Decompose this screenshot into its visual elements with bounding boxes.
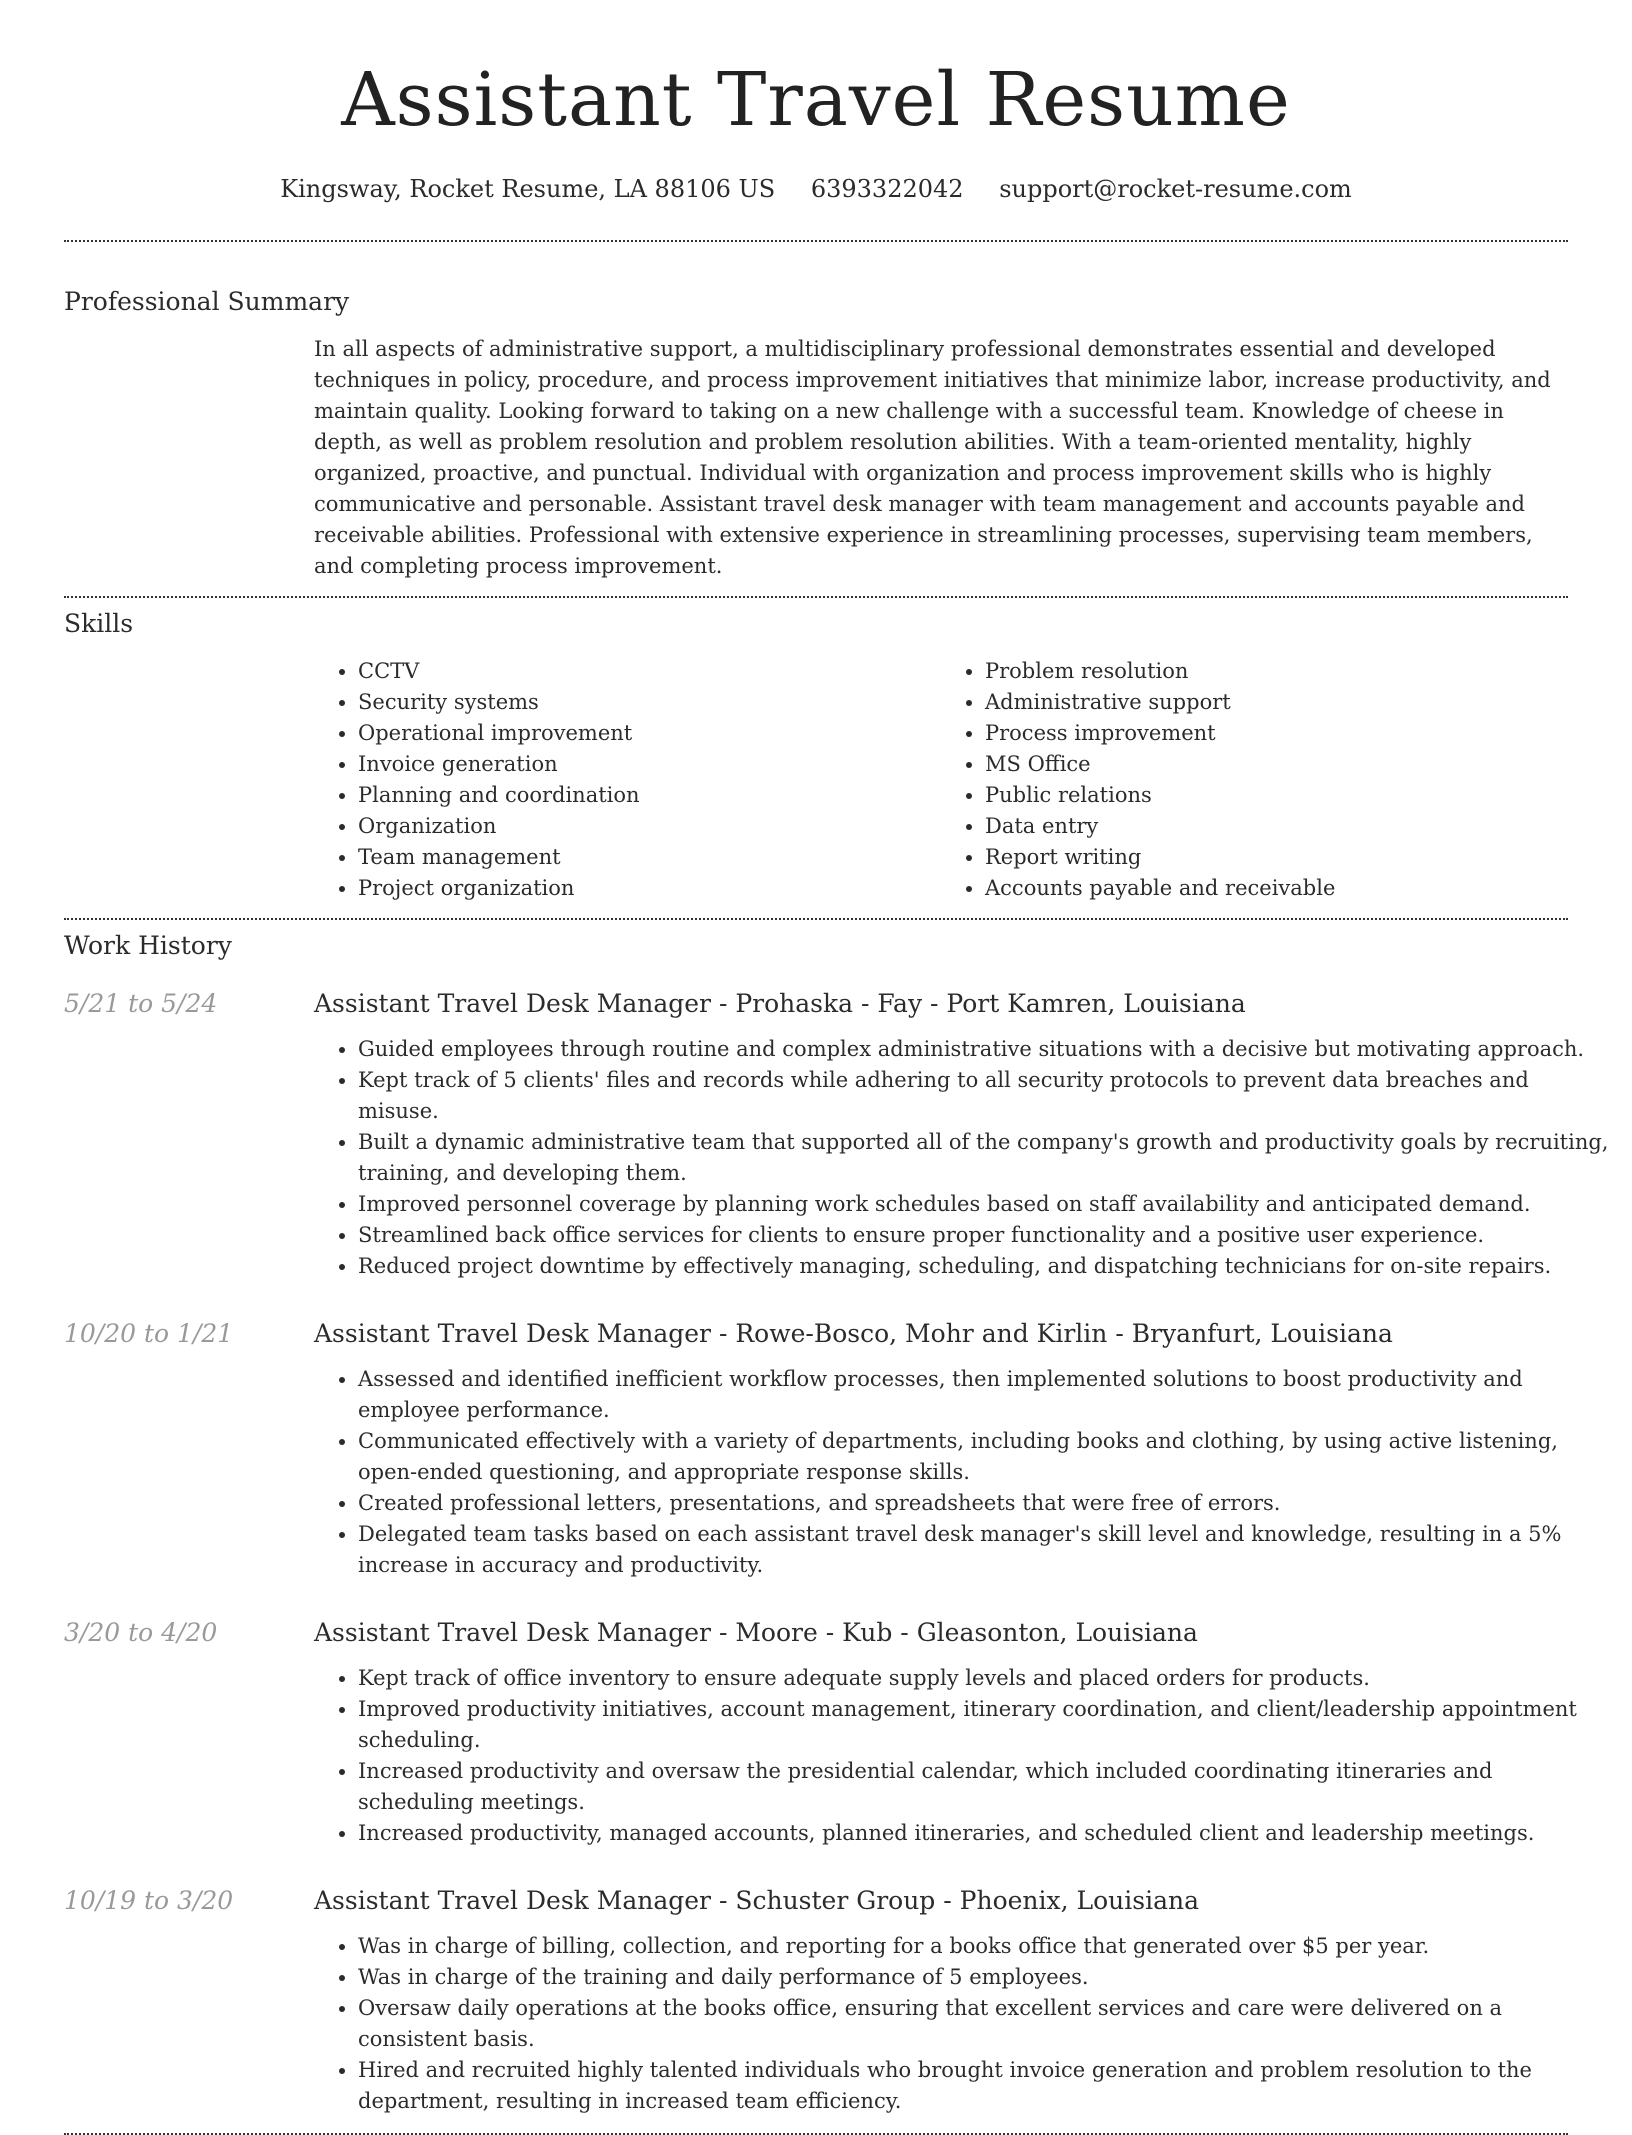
- summary-heading: Professional Summary: [64, 287, 350, 316]
- job-bullet: • Streamlined back office services for clients to ensure proper functionality and a positive user experience.: [358, 1220, 1612, 1251]
- contact-address: Kingsway, Rocket Resume, LA 88106 US: [280, 175, 776, 203]
- job-entry: [64, 1885, 1568, 2117]
- job-header: [64, 1318, 1568, 1350]
- job-bullet: • Kept track of office inventory to ensure adequate supply levels and placed orders for products.: [358, 1663, 1612, 1694]
- skill-item: • Operational improvement: [358, 718, 941, 749]
- skill-item: • Project organization: [358, 873, 941, 904]
- skill-item: • MS Office: [985, 749, 1568, 780]
- skills-heading: Skills: [64, 609, 134, 638]
- summary-text: In all aspects of administrative support, a multidisciplinary professional demonstrates essential and developed techniques in policy, procedure, and process improvement initiatives that minimize labor, increase productivity, and maintain quality. Looking forward to taking on a new challenge with a successful team. Knowledge of cheese in depth, as well as problem resolution and problem resolution abilities. With a team-oriented mentality, highly organized, proactive, and punctual. Individual with organization and process improvement skills who is highly communicative and personable. Assistant travel desk manager with team management and accounts payable and receivable abilities. Professional with extensive experience in streamlining processes, supervising team members, and completing process improvement.: [314, 337, 1551, 578]
- skill-item: • Security systems: [358, 687, 941, 718]
- job-bullet: • Improved personnel coverage by planning work schedules based on staff availability and anticipated demand.: [358, 1189, 1612, 1220]
- job-bullet-list: [314, 1364, 1612, 1581]
- job-title: Assistant Travel Desk Manager - Rowe-Bosco, Mohr and Kirlin - Bryanfurt, Louisiana: [314, 1319, 1393, 1348]
- job-entry: [64, 1617, 1577, 1849]
- divider: [64, 240, 1568, 242]
- skill-item: • Data entry: [985, 811, 1568, 842]
- job-title: Assistant Travel Desk Manager - Prohaska - Fay - Port Kamren, Louisiana: [314, 989, 1246, 1018]
- work-history-list: [64, 988, 1609, 2117]
- divider: [64, 918, 1568, 920]
- skills-list: [314, 656, 1568, 904]
- contact-line: [64, 174, 1568, 204]
- job-bullet: • Increased productivity and oversaw the presidential calendar, which included coordinating itineraries and scheduling meetings.: [358, 1756, 1612, 1818]
- skills-column-right: [941, 656, 1568, 904]
- job-bullet: • Assessed and identified inefficient workflow processes, then implemented solutions to boost productivity and employee performance.: [358, 1364, 1612, 1426]
- skill-item: • Report writing: [985, 842, 1568, 873]
- job-entry: [64, 1318, 1568, 1581]
- skill-item: • Organization: [358, 811, 941, 842]
- skill-item: • Problem resolution: [985, 656, 1568, 687]
- job-title: Assistant Travel Desk Manager - Moore - Kub - Gleasonton, Louisiana: [314, 1618, 1198, 1647]
- skill-item: • Invoice generation: [358, 749, 941, 780]
- skill-item: • Planning and coordination: [358, 780, 941, 811]
- skills-column-left: [314, 656, 941, 904]
- job-bullet: • Increased productivity, managed accounts, planned itineraries, and scheduled client and leadership meetings.: [358, 1818, 1612, 1849]
- job-bullet: • Created professional letters, presentations, and spreadsheets that were free of errors.: [358, 1488, 1612, 1519]
- job-bullet: • Kept track of 5 clients' files and records while adhering to all security protocols to prevent data breaches and misuse.: [358, 1065, 1612, 1127]
- job-header: [64, 988, 1568, 1020]
- skill-item: • Process improvement: [985, 718, 1568, 749]
- job-bullet: • Hired and recruited highly talented individuals who brought invoice generation and problem resolution to the department, resulting in increased team efficiency.: [358, 2055, 1612, 2117]
- job-bullet-list: [314, 1663, 1612, 1849]
- job-dates: 10/20 to 1/21: [64, 1319, 234, 1348]
- divider: [64, 596, 1568, 598]
- job-bullet: • Delegated team tasks based on each assistant travel desk manager's skill level and knowledge, resulting in a 5% increase in accuracy and productivity.: [358, 1519, 1612, 1581]
- job-bullet: • Oversaw daily operations at the books office, ensuring that excellent services and care were delivered on a consistent basis.: [358, 1993, 1612, 2055]
- resume-page: [64, 0, 1609, 2135]
- job-bullet: • Was in charge of the training and daily performance of 5 employees.: [358, 1962, 1612, 1993]
- job-bullet: • Was in charge of billing, collection, and reporting for a books office that generated over $5 per year.: [358, 1931, 1612, 1962]
- job-bullet: • Built a dynamic administrative team that supported all of the company's growth and productivity goals by recruiting, training, and developing them.: [358, 1127, 1612, 1189]
- skill-item: • Administrative support: [985, 687, 1568, 718]
- job-dates: 5/21 to 5/24: [64, 989, 218, 1018]
- work-history-heading: Work History: [64, 931, 232, 960]
- skill-item: • CCTV: [358, 656, 941, 687]
- job-bullet: • Guided employees through routine and complex administrative situations with a decisive but motivating approach.: [358, 1034, 1612, 1065]
- job-header: [64, 1617, 1568, 1649]
- job-bullet: • Communicated effectively with a variety of departments, including books and clothing, by using active listening, open-ended questioning, and appropriate response skills.: [358, 1426, 1612, 1488]
- job-bullet: • Reduced project downtime by effectively managing, scheduling, and dispatching technicians for on-site repairs.: [358, 1251, 1612, 1282]
- skill-item: • Team management: [358, 842, 941, 873]
- job-dates: 3/20 to 4/20: [64, 1618, 218, 1647]
- contact-phone: 6393322042: [810, 175, 964, 203]
- contact-email: support@rocket-resume.com: [999, 175, 1352, 203]
- job-bullet-list: [314, 1034, 1612, 1282]
- resume-name: Assistant Travel Resume: [341, 57, 1291, 143]
- job-bullet: • Improved productivity initiatives, account management, itinerary coordination, and client/leadership appointment scheduling.: [358, 1694, 1612, 1756]
- job-title: Assistant Travel Desk Manager - Schuster Group - Phoenix, Louisiana: [314, 1886, 1199, 1915]
- skill-item: • Accounts payable and receivable: [985, 873, 1568, 904]
- job-bullet-list: [314, 1931, 1612, 2117]
- job-dates: 10/19 to 3/20: [64, 1886, 234, 1915]
- job-entry: [64, 988, 1609, 1282]
- skill-item: • Public relations: [985, 780, 1568, 811]
- job-header: [64, 1885, 1568, 1917]
